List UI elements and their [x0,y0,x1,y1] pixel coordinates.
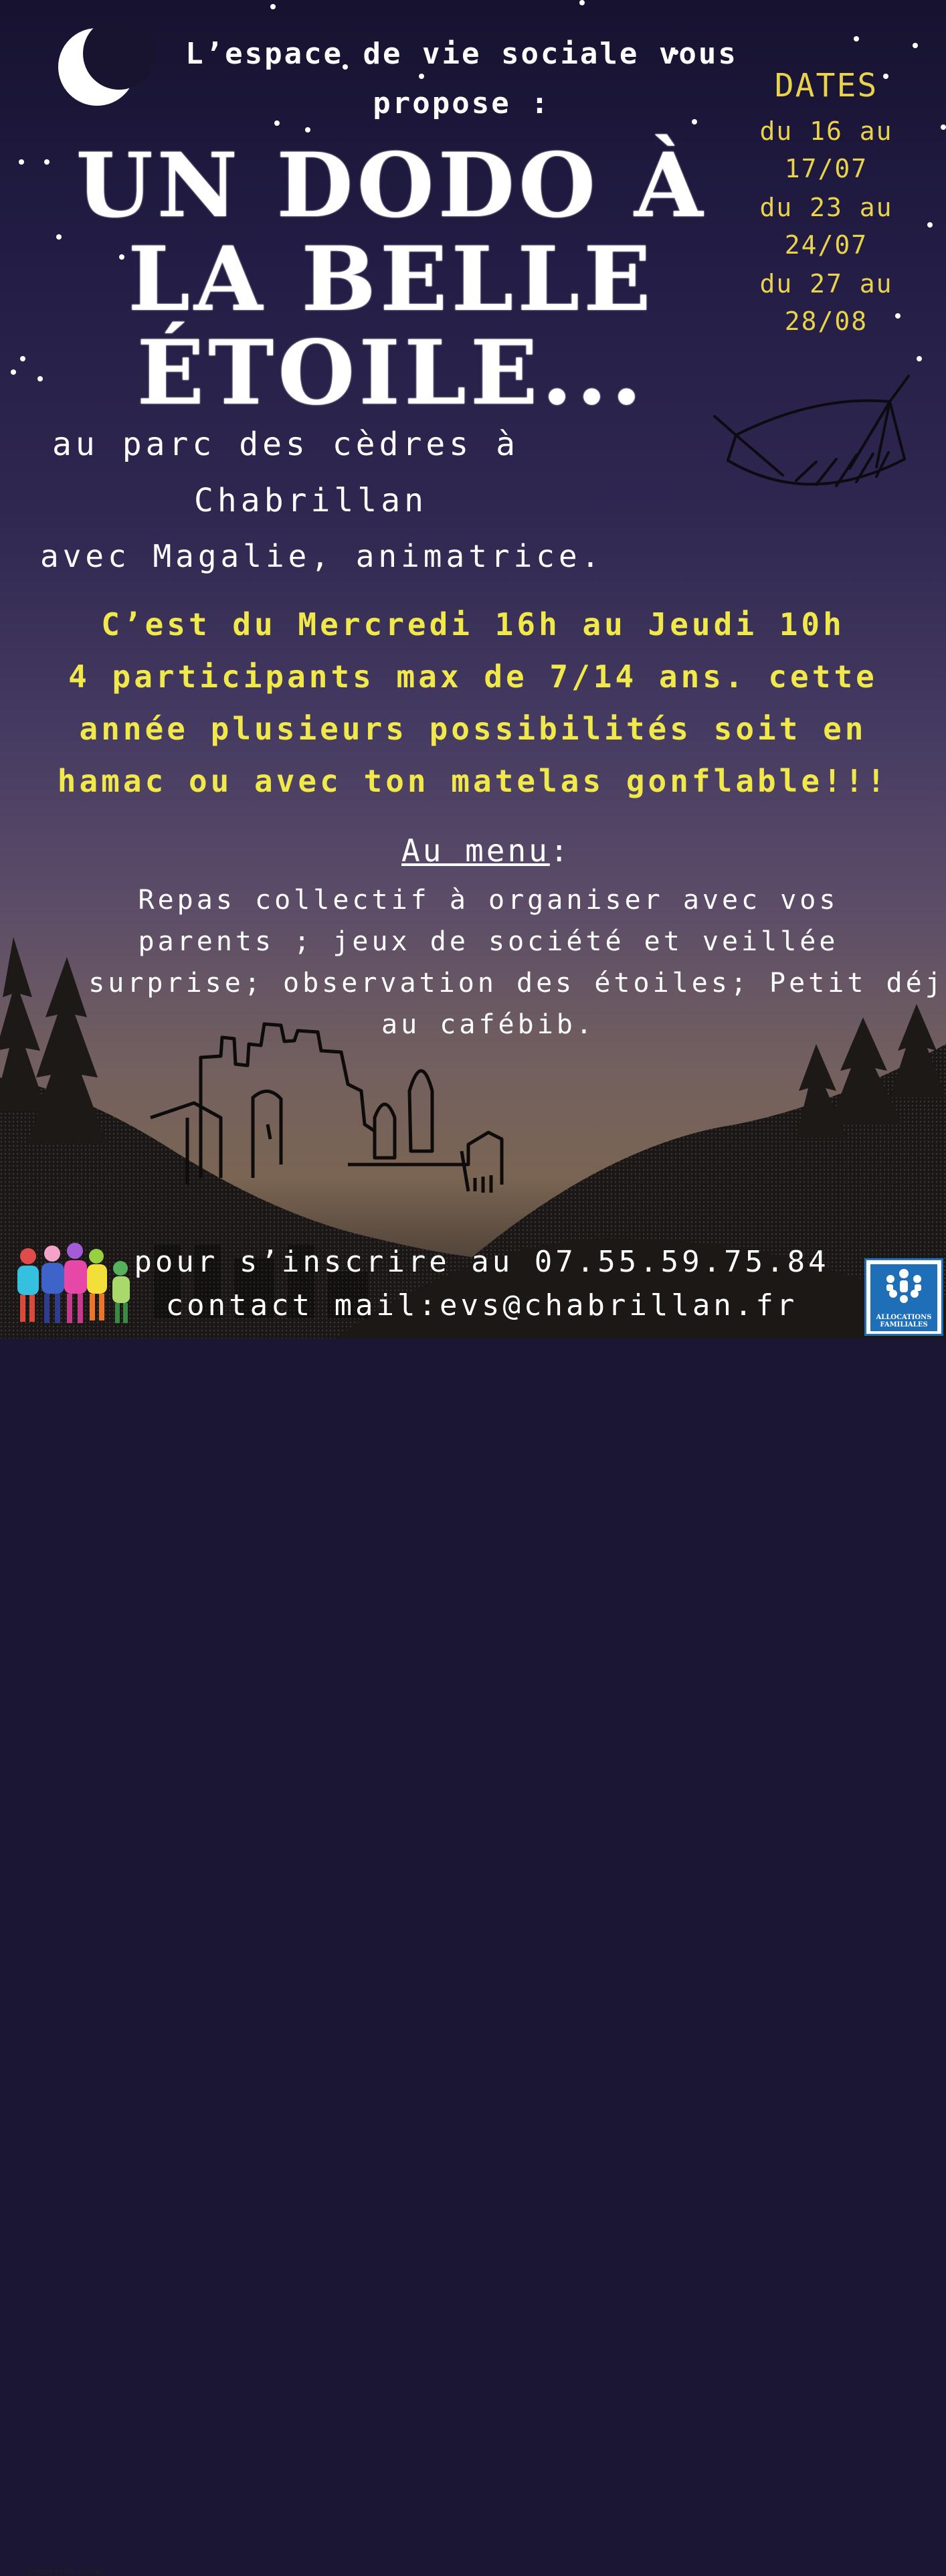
date-range-1-end: 17/07 [784,154,868,183]
contact-mail-line: contact mail:evs@chabrillan.fr [165,1288,798,1322]
caf-text-line-1: ALLOCATIONS [876,1314,932,1321]
star [20,356,25,361]
intro-line-2: propose : [373,86,551,120]
date-range-2-start: du 23 au [759,193,893,222]
menu-line-4: au cafébib. [381,1009,595,1040]
star [941,124,946,130]
star [913,43,918,48]
menu-title-colon: : [549,833,571,869]
caf-people-icon [870,1264,937,1311]
moon-icon [54,20,140,114]
star [854,36,859,41]
location-line-3: avec Magalie, animatrice. [40,538,604,574]
star [11,369,16,375]
title-line-2: LA BELLE [128,228,655,331]
location-line-1: au parc des cèdres à [52,426,519,463]
menu-title-label: Au menu [401,833,550,869]
title-line-3: ÉTOILE... [136,321,646,425]
date-range-3-end: 28/08 [784,307,868,336]
details-line-4: hamac ou avec ton matelas gonflable!!! [57,763,889,799]
menu-line-3: surprise; observation des étoiles; Petit déj [88,968,945,999]
details-line-1: C’est du Mercredi 16h au Jeudi 10h [101,606,845,642]
hammock-icon [709,368,917,509]
date-range-2-end: 24/07 [784,230,868,260]
star [917,356,922,361]
caf-text-line-2: FAMILIALES [880,1321,928,1328]
signup-phone-line: pour s’inscrire au 07.55.59.75.84 [134,1245,830,1279]
details-line-3: année plusieurs possibilités soit en [79,711,867,747]
caf-logo-inner [870,1264,937,1331]
dates-heading: DATES [774,67,878,104]
star [927,222,933,228]
date-range-1-start: du 16 au [759,116,893,146]
menu-line-1: Repas collectif à organiser avec vos [138,885,839,916]
star [19,159,24,165]
star [270,4,276,9]
details-line-2: 4 participants max de 7/14 ans. cette [68,659,878,695]
castle-ruins-drawing [151,1024,502,1193]
evs-logo-caption: Espace de Vie Sociale [28,2568,102,2576]
date-range-3-start: du 27 au [759,269,893,298]
title-line-1: UN DODO À [76,134,707,238]
intro-text [161,29,763,128]
caf-logo [864,1258,943,1336]
intro-line-1: L’espace de vie sociale vous [185,37,738,71]
menu-title [401,833,669,869]
star [579,0,585,5]
location-line-2: Chabrillan [194,482,428,519]
menu-line-2: parents ; jeux de société et veillée [138,926,839,957]
evs-logo [8,1241,142,2576]
